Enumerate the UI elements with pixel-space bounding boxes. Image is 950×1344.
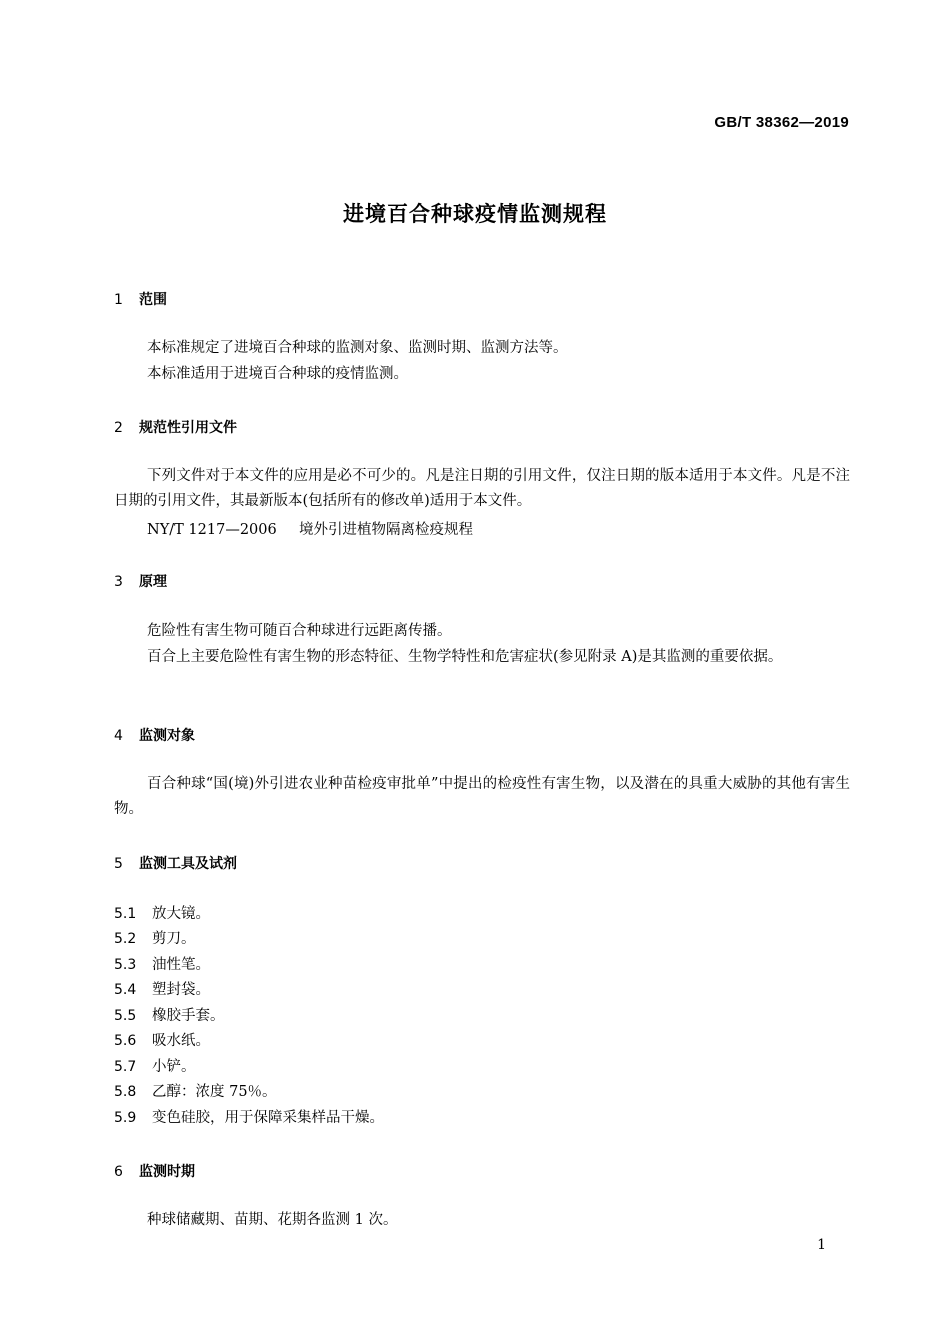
item-text: 放大镜。 <box>152 906 210 922</box>
item-number: 5.2 <box>114 931 137 947</box>
item-number: 5.3 <box>114 957 137 973</box>
paragraph: 本标准适用于进境百合种球的疫情监测。 <box>147 366 408 382</box>
list-item <box>114 1106 384 1127</box>
item-text: 小铲。 <box>152 1059 196 1075</box>
item-text: 乙醇：浓度 75％。 <box>152 1084 277 1100</box>
item-text: 剪刀。 <box>152 931 196 947</box>
list-item <box>114 1029 210 1050</box>
paragraph: 百合种球“国(境)外引进农业种苗检疫审批单”中提出的检疫性有害生物，以及潜在的具重大威胁的其他有害生物。 <box>114 776 850 817</box>
section-number: 1 <box>114 292 123 308</box>
paragraph: 下列文件对于本文件的应用是必不可少的。凡是注日期的引用文件，仅注日期的版本适用于本文件。凡是不注日期的引用文件，其最新版本(包括所有的修改单)适用于本文件。 <box>114 468 850 509</box>
paragraph: 危险性有害生物可随百合种球进行远距离传播。 <box>147 623 452 639</box>
section-heading <box>114 571 167 591</box>
list-item <box>114 1055 196 1076</box>
item-number: 5.8 <box>114 1084 137 1100</box>
item-text: 油性笔。 <box>152 957 210 973</box>
section-number: 2 <box>114 420 123 436</box>
section-heading <box>114 1161 195 1181</box>
list-item <box>114 1004 225 1025</box>
item-number: 5.4 <box>114 982 137 998</box>
section-title: 范围 <box>139 292 167 308</box>
list-item <box>114 978 210 999</box>
list-item <box>114 953 210 974</box>
section-title: 监测时期 <box>139 1164 195 1180</box>
section-title: 监测工具及试剂 <box>139 856 237 872</box>
paragraph: 本标准规定了进境百合种球的监测对象、监测时期、监测方法等。 <box>147 340 568 356</box>
paragraph: 种球储藏期、苗期、花期各监测 1 次。 <box>147 1212 398 1228</box>
list-item <box>114 927 196 948</box>
section-number: 3 <box>114 574 123 590</box>
reference-name: 境外引进植物隔离检疫规程 <box>299 522 473 538</box>
standard-code: GB/T 38362—2019 <box>714 114 849 131</box>
item-number: 5.6 <box>114 1033 137 1049</box>
item-text: 塑封袋。 <box>152 982 210 998</box>
page-number: 1 <box>817 1237 826 1253</box>
list-item <box>114 1080 277 1101</box>
item-text: 变色硅胶，用于保障采集样品干燥。 <box>152 1110 384 1126</box>
item-text: 橡胶手套。 <box>152 1008 225 1024</box>
section-title: 规范性引用文件 <box>139 420 237 436</box>
item-number: 5.1 <box>114 906 137 922</box>
section-number: 5 <box>114 856 123 872</box>
item-number: 5.9 <box>114 1110 137 1126</box>
section-heading <box>114 417 237 437</box>
item-number: 5.5 <box>114 1008 137 1024</box>
paragraph: 百合上主要危险性有害生物的形态特征、生物学特性和危害症状(参见附录 A)是其监测的重要依据。 <box>147 649 783 665</box>
item-number: 5.7 <box>114 1059 137 1075</box>
normative-reference <box>147 518 473 539</box>
section-title: 原理 <box>139 574 167 590</box>
section-title: 监测对象 <box>139 728 195 744</box>
section-heading <box>114 853 237 873</box>
section-heading <box>114 725 195 745</box>
list-item <box>114 902 210 923</box>
section-number: 4 <box>114 728 123 744</box>
document-title: 进境百合种球疫情监测规程 <box>343 202 607 226</box>
item-text: 吸水纸。 <box>152 1033 210 1049</box>
reference-code: NY/T 1217—2006 <box>147 522 277 538</box>
section-number: 6 <box>114 1164 123 1180</box>
section-heading <box>114 289 167 309</box>
